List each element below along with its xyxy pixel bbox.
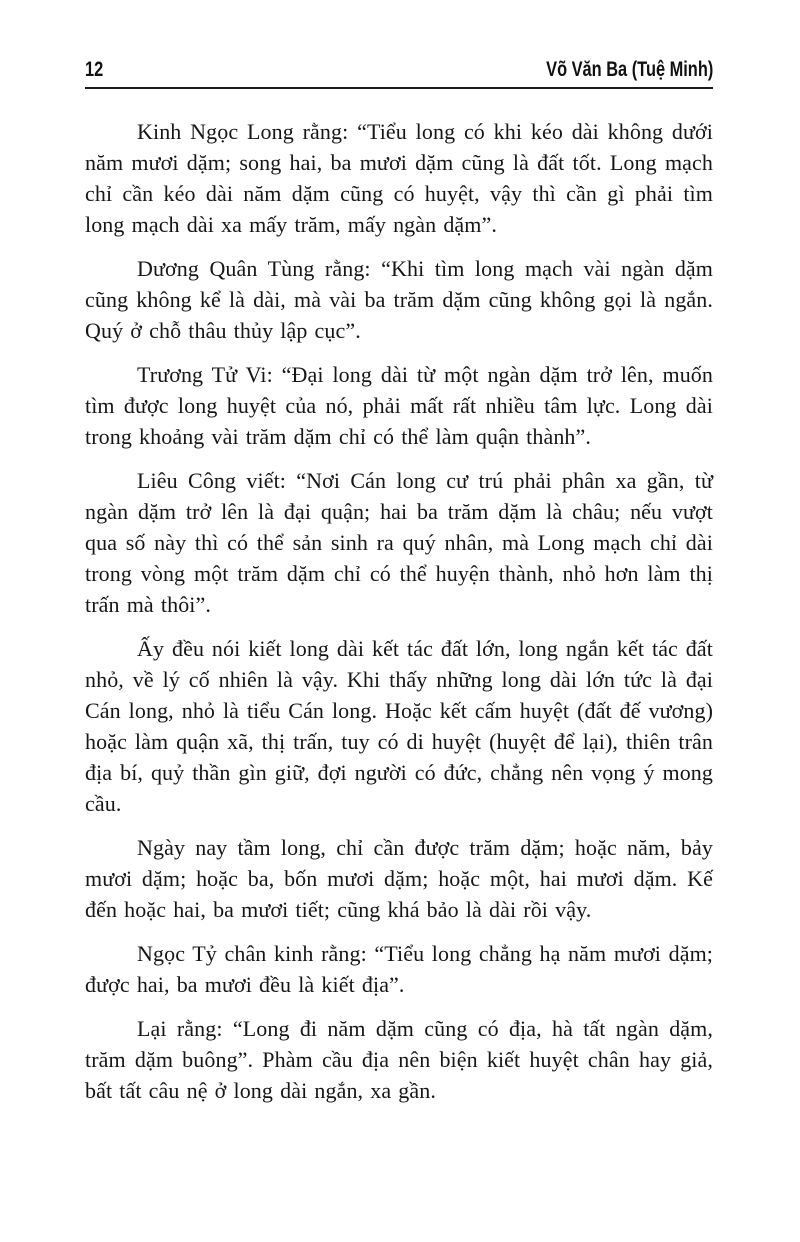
page-number: 12	[85, 58, 104, 81]
page-header	[85, 58, 713, 89]
paragraph-kinh-ngoc-long: Kinh Ngọc Long rằng: “Tiểu long có khi kéo dài không dưới năm mươi dặm; song hai, ba mươi dặm cũng là đất tốt. Long mạch chỉ cần kéo dài năm dặm cũng có huyệt, vậy thì cần gì phải tìm long mạch dài xa mấy trăm, mấy ngàn dặm”.	[85, 119, 713, 237]
paragraph-duong-quan-tung: Dương Quân Tùng rằng: “Khi tìm long mạch vài ngàn dặm cũng không kể là dài, mà vài ba trăm dặm cũng không gọi là ngắn. Quý ở chỗ thâu thủy lập cục”.	[85, 256, 713, 343]
running-title: Võ Văn Ba (Tuệ Minh)	[545, 58, 713, 81]
paragraph-ngay-nay-tam-long: Ngày nay tầm long, chỉ cần được trăm dặm; hoặc năm, bảy mươi dặm; hoặc ba, bốn mươi dặm; hoặc một, hai mươi dặm. Kế đến hoặc hai, ba mươi tiết; cũng khá bảo là dài rồi vậy.	[85, 835, 713, 922]
paragraph-truong-tu-vi: Trương Tử Vi: “Đại long dài từ một ngàn dặm trở lên, muốn tìm được long huyệt của nó, phải mất rất nhiều tâm lực. Long dài trong khoảng vài trăm dặm chỉ có thể làm quận thành”.	[85, 362, 713, 449]
paragraph-ay-deu-noi: Ấy đều nói kiết long dài kết tác đất lớn, long ngắn kết tác đất nhỏ, về lý cố nhiên là vậy. Khi thấy những long dài lớn tức là đại Cán long, nhỏ là tiểu Cán long. Hoặc kết cấm huyệt (đất đế vương) hoặc làm quận xã, thị trấn, tuy có di huyệt (huyệt để lại), thiên trân địa bí, quỷ thần gìn giữ, đợi người có đức, chẳng nên vọng ý mong cầu.	[85, 636, 713, 816]
paragraph-lieu-cong: Liêu Công viết: “Nơi Cán long cư trú phải phân xa gần, từ ngàn dặm trở lên là đại quận; hai ba trăm dặm là châu; nếu vượt qua số này thì có thể sản sinh ra quý nhân, mà Long mạch chỉ dài trong vòng một trăm dặm chỉ có thể huyện thành, nhỏ hơn làm thị trấn mà thôi”.	[85, 468, 713, 617]
paragraph-lai-rang: Lại rằng: “Long đi năm dặm cũng có địa, hà tất ngàn dặm, trăm dặm buông”. Phàm cầu địa nên biện kiết huyệt chân hay giả, bất tất câu nệ ở long dài ngắn, xa gần.	[85, 1016, 713, 1103]
page-body	[85, 116, 713, 1106]
paragraph-ngoc-ty-chan-kinh: Ngọc Tỷ chân kinh rằng: “Tiểu long chẳng hạ năm mươi dặm; được hai, ba mươi đều là kiết địa”.	[85, 941, 713, 997]
